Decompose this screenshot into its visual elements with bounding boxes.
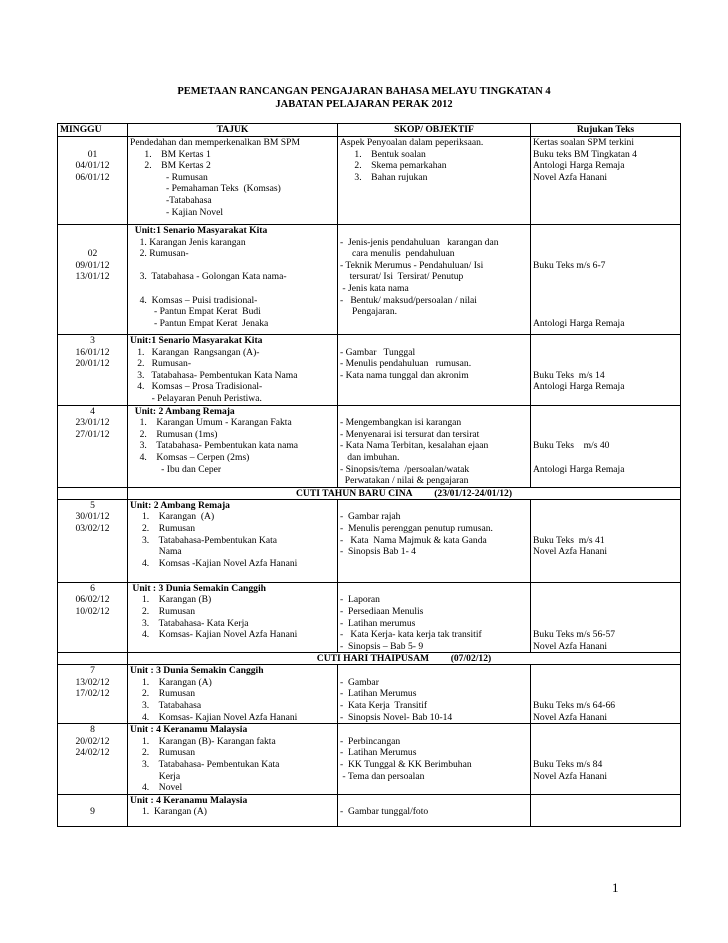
week-row (58, 582, 681, 653)
rujukan-line: Novel Azfa Hanani (533, 546, 608, 558)
tajuk-line: Unit : 4 Keranamu Malaysia (130, 794, 248, 806)
rujukan-line (533, 747, 678, 759)
tajuk-line: 2. Rumusan (130, 522, 196, 534)
rujukan-line (533, 358, 678, 370)
tajuk-line: 2. Rumusan (1ms) (130, 428, 218, 440)
tajuk-line: 3. Tatabahasa (130, 700, 202, 712)
rujukan-line: Buku teks BM Tingkatan 4 (533, 148, 637, 160)
week-row (58, 225, 681, 335)
skop-line: - Latihan Merumus (340, 747, 417, 759)
skop-line: - Sinopsis/tema /persoalan/watak (340, 463, 470, 475)
tajuk-line: - Pelayaran Penuh Peristiwa. (130, 392, 262, 404)
skop-line: 2. Skema pemarkahan (340, 160, 447, 172)
holiday-date: (23/01/12-24/01/12) (434, 487, 513, 499)
week-cell: 01 04/01/12 06/01/12 (58, 137, 128, 225)
tajuk-line: 4. Novel (130, 782, 183, 794)
rujukan-cell (531, 794, 681, 826)
rujukan-line: Novel Azfa Hanani (533, 171, 608, 183)
rujukan-line (533, 724, 678, 736)
skop-cell (338, 724, 531, 795)
tajuk-line: 1. Karangan Jenis karangan (130, 236, 246, 248)
tajuk-line: 4. Komsas- Kajian Novel Azfa Hanani (130, 629, 298, 641)
skop-line: - Latihan Merumus (340, 688, 417, 700)
rujukan-cell (531, 582, 681, 653)
rujukan-line: Buku Teks m/s 64-66 (533, 700, 616, 712)
tajuk-line: 1. Karangan (B)- Karangan fakta (130, 735, 276, 747)
holiday-blank-cell (58, 653, 128, 665)
tajuk-cell (128, 225, 338, 335)
tajuk-cell (128, 665, 338, 724)
skop-cell (338, 405, 531, 487)
rujukan-line (533, 665, 678, 677)
skop-line (340, 782, 528, 794)
skop-line (340, 318, 528, 330)
skop-line: - Sinopsis – Bab 5- 9 (340, 640, 424, 652)
skop-line: tersurat/ Isi Tersirat/ Penutup (340, 271, 464, 283)
table-header-row (58, 124, 681, 137)
tajuk-line: 3. Tatabahasa- Pembentukan Kata (130, 759, 280, 771)
tajuk-line: 2. Rumusan (130, 688, 196, 700)
week-cell: 5 30/01/12 03/02/12 (58, 499, 128, 582)
rujukan-line: Buku Teks m/s 41 (533, 534, 605, 546)
rujukan-line (533, 295, 678, 307)
column-header-skop: SKOP/ OBJEKTIF (338, 124, 531, 137)
table-body (58, 137, 681, 827)
skop-line (340, 665, 528, 677)
skop-cell (338, 794, 531, 826)
week-row (58, 499, 681, 582)
week-cell: 3 16/01/12 20/01/12 (58, 335, 128, 406)
skop-line: 3. Bahan rujukan (340, 171, 428, 183)
skop-line: - Laporan (340, 594, 380, 606)
tajuk-line: 1. Karangan (A) (130, 676, 212, 688)
tajuk-line: 4. Komsas – Prosa Tradisional- (130, 381, 263, 393)
tajuk-line: Nama (130, 546, 182, 558)
rujukan-cell (531, 724, 681, 795)
tajuk-line: 4. Komsas- Kajian Novel Azfa Hanani (130, 711, 298, 723)
rujukan-line (533, 225, 678, 237)
week-cell: 4 23/01/12 27/01/12 (58, 405, 128, 487)
rujukan-line (533, 335, 678, 347)
rujukan-line: Buku Teks m/s 40 (533, 440, 610, 452)
rujukan-line (533, 500, 678, 512)
tajuk-line: 1. Karangan (A) (130, 806, 207, 818)
tajuk-line: 2. Rumusan (130, 605, 196, 617)
rujukan-line: Antologi Harga Remaja (533, 317, 625, 329)
skop-line (340, 583, 528, 595)
rujukan-line: Buku Teks m/s 6-7 (533, 259, 606, 271)
tajuk-line: Unit : 3 Dunia Semakin Canggih (130, 582, 266, 594)
skop-line: - Kata Nama Majmuk & kata Ganda (340, 534, 487, 546)
tajuk-line: 4. Komsas – Puisi tradisional- (130, 294, 258, 306)
tajuk-line (130, 260, 335, 272)
rujukan-cell (531, 665, 681, 724)
skop-cell (338, 335, 531, 406)
tajuk-line: 4. Komsas – Cerpen (2ms) (130, 451, 250, 463)
week-row (58, 724, 681, 795)
skop-line: - Jenis-jenis pendahuluan karangan dan (340, 236, 499, 248)
skop-line: - Kata Kerja- kata kerja tak transitif (340, 629, 482, 641)
rujukan-line: Kertas soalan SPM terkini (533, 137, 634, 148)
skop-line: dan imbuhan. (340, 451, 400, 463)
skop-line: - Latihan merumus (340, 617, 416, 629)
rujukan-line: Buku Teks m/s 56-57 (533, 629, 616, 641)
page-number: 1 (612, 880, 619, 895)
holiday-name: CUTI TAHUN BARU CINA (295, 487, 413, 499)
rujukan-line (533, 594, 678, 606)
rujukan-line (533, 618, 678, 630)
week-row (58, 405, 681, 487)
tajuk-line: Unit:1 Senario Masyarakat Kita (130, 335, 263, 346)
rujukan-line (533, 406, 678, 418)
tajuk-line: Pendedahan dan memperkenalkan BM SPM (130, 137, 300, 148)
rujukan-line (533, 583, 678, 595)
rujukan-line: Antologi Harga Remaja (533, 381, 625, 393)
skop-line: Perwatakan / nilai & pengajaran (340, 475, 469, 487)
rujukan-line: Antologi Harga Remaja (533, 160, 625, 172)
rujukan-line (533, 237, 678, 249)
holiday-cell (128, 653, 681, 665)
tajuk-line: -Tatabahasa (130, 194, 212, 206)
skop-line: - Teknik Merumus - Pendahuluan/ Isi (340, 259, 484, 271)
column-header-rujukan: Rujukan Teks (531, 124, 681, 137)
document-title: PEMETAAN RANCANGAN PENGAJARAN BAHASA MELAYU TINGKATAN 4 (177, 86, 551, 97)
rujukan-line (533, 271, 678, 283)
rujukan-cell (531, 137, 681, 225)
tajuk-line: 1. Karangan Umum - Karangan Fakta (130, 417, 292, 429)
skop-cell (338, 499, 531, 582)
week-row (58, 794, 681, 826)
rujukan-line (533, 523, 678, 535)
skop-line: cara menulis pendahuluan (340, 248, 455, 260)
skop-line: - Kata Kerja Transitif (340, 700, 428, 712)
week-cell: 7 13/02/12 17/02/12 (58, 665, 128, 724)
skop-line (340, 393, 528, 405)
tajuk-line: 1. Karangan (B) (130, 594, 212, 606)
rujukan-line (533, 452, 678, 464)
skop-line: - Sinopsis Bab 1- 4 (340, 546, 416, 558)
skop-line (340, 335, 528, 347)
rujukan-line: Antologi Harga Remaja (533, 463, 625, 475)
skop-cell (338, 582, 531, 653)
skop-line: - Mengembangkan isi karangan (340, 417, 462, 429)
tajuk-line: 3. Tatabahasa - Golongan Kata nama- (130, 271, 287, 283)
rujukan-line (533, 806, 678, 818)
skop-line: Aspek Penyoalan dalam peperiksaan. (340, 137, 484, 148)
skop-line: - Menyenarai isi tersurat dan tersirat (340, 428, 480, 440)
tajuk-line: Unit: 2 Ambang Remaja (130, 499, 230, 511)
week-row (58, 665, 681, 724)
tajuk-line: - Kajian Novel (130, 206, 223, 218)
week-cell: 02 09/01/12 13/01/12 (58, 225, 128, 335)
tajuk-line: - Pantun Empat Kerat Budi (130, 306, 261, 318)
rujukan-cell (531, 335, 681, 406)
skop-line (340, 381, 528, 393)
week-row (58, 137, 681, 225)
rujukan-line (533, 417, 678, 429)
holiday-row (58, 653, 681, 665)
skop-cell (338, 225, 531, 335)
tajuk-line: 3. Tatabahasa- Kata Kerja (130, 617, 249, 629)
skop-line: - Sinopsis Novel- Bab 10-14 (340, 711, 453, 723)
rujukan-cell (531, 499, 681, 582)
skop-line: - Tema dan persoalan (340, 770, 425, 782)
rujukan-line (533, 393, 678, 405)
tajuk-cell (128, 724, 338, 795)
skop-line: - Gambar tunggal/foto (340, 806, 429, 818)
tajuk-line (130, 475, 335, 487)
skop-line: - Bentuk/ maksud/persoalan / nilai (340, 294, 477, 306)
holiday-blank-cell (58, 487, 128, 499)
rujukan-line (533, 736, 678, 748)
tajuk-line: 1. Karangan Rangsangan (A)- (130, 346, 260, 358)
rujukan-line (533, 782, 678, 794)
holiday-name: CUTI HARI THAIPUSAM (316, 653, 430, 665)
column-header-minggu: MINGGU (58, 124, 128, 137)
tajuk-line: - Pantun Empat Kerat Jenaka (130, 317, 269, 329)
tajuk-line: Unit:1 Senario Masyarakat Kita (130, 225, 268, 236)
skop-line: - Gambar rajah (340, 511, 401, 523)
skop-line: - Kata Nama Terbitan, kesalahan ejaan (340, 440, 489, 452)
week-cell: 6 06/02/12 10/02/12 (58, 582, 128, 653)
skop-line: - Jenis kata nama (340, 282, 409, 294)
skop-line: - KK Tunggal & KK Berimbuhan (340, 759, 472, 771)
tajuk-line: 2. Rumusan- (130, 358, 192, 370)
tajuk-line: 2. BM Kertas 2 (130, 160, 211, 172)
rujukan-line (533, 248, 678, 260)
tajuk-line (130, 283, 335, 295)
tajuk-line: Kerja (130, 770, 181, 782)
rujukan-line (533, 475, 678, 487)
tajuk-line: 4. Komsas -Kajian Novel Azfa Hanani (130, 557, 298, 569)
rujukan-line: Buku Teks m/s 14 (533, 369, 605, 381)
skop-line: Pengajaran. (340, 306, 398, 318)
tajuk-line: Unit: 2 Ambang Remaja (130, 405, 235, 417)
column-header-tajuk: TAJUK (128, 124, 338, 137)
rujukan-line (533, 688, 678, 700)
tajuk-cell (128, 137, 338, 225)
rujukan-line (533, 347, 678, 359)
tajuk-line: 3. Tatabahasa-Pembentukan Kata (130, 534, 278, 546)
skop-line: - Menulis pendahuluan rumusan. (340, 358, 472, 370)
skop-line: 1. Bentuk soalan (340, 148, 426, 160)
skop-line: - Persediaan Menulis (340, 605, 424, 617)
rujukan-line (533, 677, 678, 689)
tajuk-line: 2. Rumusan- (130, 248, 189, 260)
skop-cell (338, 137, 531, 225)
tajuk-line: 1. BM Kertas 1 (130, 148, 211, 160)
lesson-plan-table (57, 123, 681, 827)
week-cell: 9 (58, 794, 128, 826)
week-row (58, 335, 681, 406)
rujukan-line: Novel Azfa Hanani (533, 770, 608, 782)
rujukan-line (533, 306, 678, 318)
tajuk-cell (128, 499, 338, 582)
holiday-row (58, 487, 681, 499)
tajuk-line: - Ibu dan Ceper (130, 463, 222, 475)
rujukan-line (533, 283, 678, 295)
document-subtitle: JABATAN PELAJARAN PERAK 2012 (275, 99, 453, 110)
tajuk-line: - Rumusan (130, 171, 208, 183)
rujukan-line (533, 511, 678, 523)
skop-line (340, 225, 528, 237)
tajuk-line: - Pemahaman Teks (Komsas) (130, 183, 281, 195)
skop-line (340, 724, 528, 736)
tajuk-cell (128, 582, 338, 653)
tajuk-line: Unit : 3 Dunia Semakin Canggih (130, 665, 264, 677)
tajuk-cell (128, 335, 338, 406)
rujukan-line: Novel Azfa Hanani (533, 711, 608, 723)
week-cell: 8 20/02/12 24/02/12 (58, 724, 128, 795)
rujukan-line: Buku Teks m/s 84 (533, 759, 603, 771)
rujukan-line (533, 795, 678, 807)
holiday-date: (07/02/12) (450, 653, 492, 665)
tajuk-line: 3. Tatabahasa- Pembentukan Kata Nama (130, 369, 298, 381)
tajuk-line: 2. Rumusan (130, 747, 196, 759)
skop-line (340, 795, 528, 807)
skop-line: - Kata nama tunggal dan akronim (340, 369, 469, 381)
tajuk-cell (128, 405, 338, 487)
rujukan-cell (531, 405, 681, 487)
tajuk-line: 3. Tatabahasa- Pembentukan kata nama (130, 440, 299, 452)
skop-line: - Gambar (340, 676, 379, 688)
skop-line: - Menulis perenggan penutup rumusan. (340, 522, 493, 534)
skop-line: - Perbincangan (340, 735, 401, 747)
rujukan-line (533, 606, 678, 618)
skop-line: - Gambar Tunggal (340, 346, 416, 358)
holiday-cell (128, 487, 681, 499)
rujukan-cell (531, 225, 681, 335)
tajuk-line: Unit : 4 Keranamu Malaysia (130, 724, 248, 736)
tajuk-cell (128, 794, 338, 826)
skop-line (340, 406, 528, 418)
skop-cell (338, 665, 531, 724)
rujukan-line (533, 558, 678, 570)
skop-line (340, 500, 528, 512)
rujukan-line: Novel Azfa Hanani (533, 640, 608, 652)
tajuk-line: 1. Karangan (A) (130, 511, 215, 523)
rujukan-line (533, 429, 678, 441)
skop-line (340, 558, 528, 570)
